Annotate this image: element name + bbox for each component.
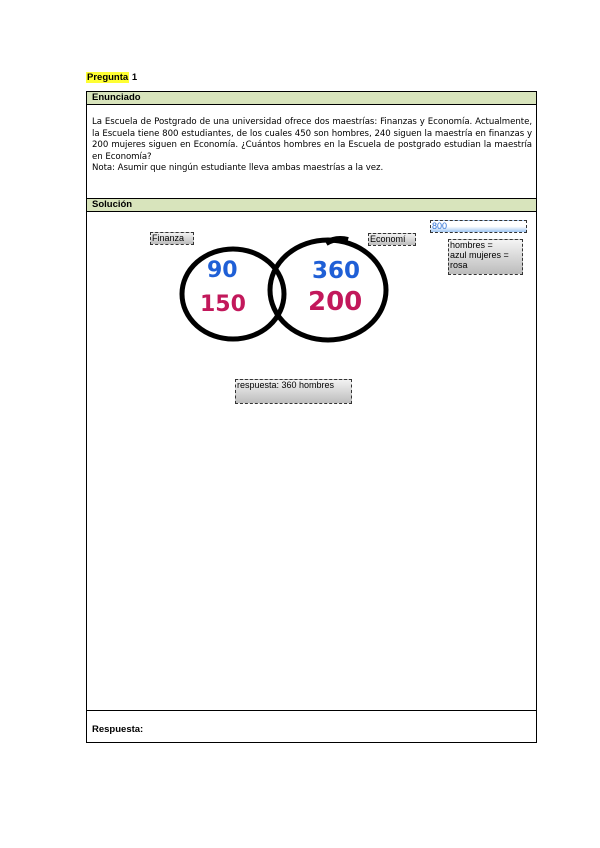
answer-note[interactable]: respuesta: 360 hombres [235, 379, 352, 404]
question-number: 1 [131, 72, 138, 83]
economia-note[interactable]: Economí [368, 233, 416, 246]
solucion-header: Solución [87, 198, 536, 212]
respuesta-label: Respuesta: [92, 724, 144, 735]
question-prefix: Pregunta [87, 72, 129, 83]
enunciado-paragraph: La Escuela de Postgrado de una universidad ofrece dos maestrías: Finanzas y Economía. Actualmente, la Escuela tiene 800 estudiantes, de los cuales 450 son hombres, 240 siguen la maestría en finanzas y 200 mujeres siguen en Economía. ¿Cuántos hombres en la Escuela de postgrado estudian la maestría en Economía? [92, 117, 532, 162]
enunciado-header: Enunciado [87, 92, 536, 105]
venn-right-men: 360 [312, 258, 361, 284]
venn-left-women: 150 [200, 292, 246, 317]
total-students-note[interactable]: 800 [430, 220, 527, 233]
enunciado-note: Nota: Asumir que ningún estudiante lleva ambas maestrías a la vez. [92, 163, 384, 173]
color-legend-note[interactable]: hombres = azul mujeres = rosa [448, 239, 523, 275]
venn-right-women: 200 [308, 287, 363, 317]
finanzas-note[interactable]: Finanza [150, 232, 194, 245]
venn-left-men: 90 [207, 258, 238, 283]
